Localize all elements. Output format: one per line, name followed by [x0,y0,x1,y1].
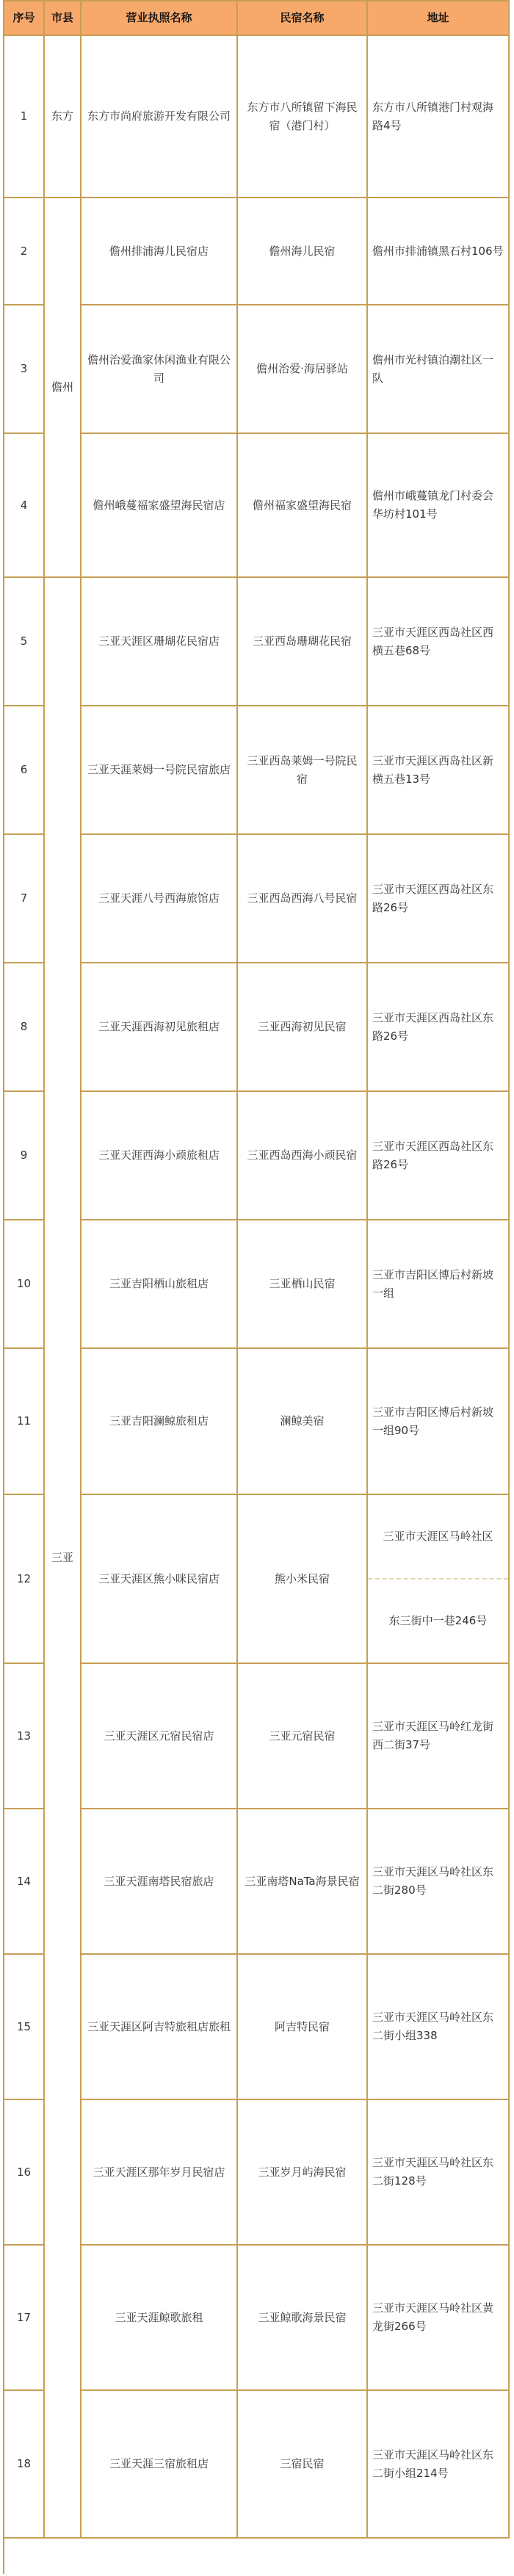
homestay-name-cell: 三亚西岛西海小顽民宿 [238,1092,368,1220]
address-cell: 三亚市天涯区西岛社区新横五巷13号 [368,706,510,835]
region-cell: 儋州 [45,198,82,578]
homestay-name-cell: 三宿民宿 [238,2391,368,2539]
hotel-list-table [3,0,510,2574]
address-cell: 儋州市光村镇泊潮社区一队 [368,305,510,434]
license-name-cell: 三亚天涯南塔民宿旅店 [82,1809,238,1955]
homestay-name-cell: 三亚南塔NaTa海景民宿 [238,1809,368,1955]
row-number: 3 [4,305,45,434]
row-number: 11 [4,1349,45,1495]
row-number: 7 [4,835,45,963]
license-name-cell: 三亚吉阳栖山旅租店 [82,1220,238,1349]
header-license-name: 营业执照名称 [82,1,238,36]
header-index: 序号 [4,1,45,36]
homestay-name-cell: 三亚元宿民宿 [238,1664,368,1809]
row-number: 12 [4,1495,45,1664]
license-name-cell: 三亚天涯莱姆一号院民宿旅店 [82,706,238,835]
license-name-cell: 三亚天涯区阿吉特旅租店旅租 [82,1955,238,2100]
address-line-2: 东三街中一巷246号 [388,1614,488,1628]
row-number: 5 [4,578,45,706]
license-name-cell: 三亚天涯鲸歌旅租 [82,2246,238,2391]
address-cell [368,1495,510,1664]
homestay-name-cell: 三亚西海初见民宿 [238,963,368,1092]
row-number: 17 [4,2246,45,2391]
row-number: 14 [4,1809,45,1955]
address-cell: 三亚市天涯区马岭社区东二街小组338 [368,1955,510,2100]
license-name-cell: 三亚天涯区熊小咪民宿店 [82,1495,238,1664]
license-name-cell: 三亚天涯西海初见旅租店 [82,963,238,1092]
homestay-name-cell: 三亚西岛珊瑚花民宿 [238,578,368,706]
row-number: 10 [4,1220,45,1349]
row-number: 13 [4,1664,45,1809]
row-number: 2 [4,198,45,305]
row-number: 9 [4,1092,45,1220]
homestay-name-cell: 三亚岁月屿海民宿 [238,2100,368,2246]
homestay-name-cell: 儋州治爱·海居驿站 [238,305,368,434]
header-address: 地址 [368,1,510,36]
homestay-name-cell: 澜鲸美宿 [238,1349,368,1495]
address-cell: 三亚市天涯区马岭社区黄龙街266号 [368,2246,510,2391]
address-cell: 儋州市排浦镇黑石村106号 [368,198,510,305]
address-cell: 三亚市天涯区马岭社区东二街280号 [368,1809,510,1955]
row-number: 15 [4,1955,45,2100]
row-number: 4 [4,434,45,578]
license-name-cell: 三亚天涯区元宿民宿店 [82,1664,238,1809]
homestay-name-cell: 三亚西岛西海八号民宿 [238,835,368,963]
row-number: 8 [4,963,45,1092]
row-number: 1 [4,36,45,198]
row-number: 6 [4,706,45,835]
homestay-name-cell: 三亚西岛莱姆一号院民宿 [238,706,368,835]
header-homestay-name: 民宿名称 [238,1,368,36]
address-cell: 东方市八所镇港门村观海路4号 [368,36,510,198]
homestay-name-cell: 儋州福家盛望海民宿 [238,434,368,578]
address-cell: 三亚市天涯区西岛社区东路26号 [368,1092,510,1220]
homestay-name-cell: 三亚栖山民宿 [238,1220,368,1349]
license-name-cell: 三亚吉阳澜鲸旅租店 [82,1349,238,1495]
address-cell: 三亚市吉阳区博后村新坡一组 [368,1220,510,1349]
homestay-name-cell: 阿吉特民宿 [238,1955,368,2100]
address-cell: 三亚市天涯区马岭红龙街西二街37号 [368,1664,510,1809]
row-number: 16 [4,2100,45,2246]
license-name-cell: 三亚天涯西海小顽旅租店 [82,1092,238,1220]
homestay-name-cell: 儋州海儿民宿 [238,198,368,305]
license-name-cell: 儋州排浦海儿民宿店 [82,198,238,305]
address-cell: 三亚市天涯区西岛社区东路26号 [368,963,510,1092]
homestay-name-cell: 熊小米民宿 [238,1495,368,1664]
license-name-cell: 三亚天涯区那年岁月民宿店 [82,2100,238,2246]
license-name-cell: 三亚天涯八号西海旅馆店 [82,835,238,963]
address-line-1: 三亚市天涯区马岭社区 [368,1495,508,1580]
license-name-cell: 儋州治爱渔家休闲渔业有限公司 [82,305,238,434]
region-cell: 东方 [45,36,82,198]
region-cell: 三亚 [45,578,82,2539]
license-name-cell: 三亚天涯区珊瑚花民宿店 [82,578,238,706]
header-county: 市县 [45,1,82,36]
license-name-cell: 三亚天涯三宿旅租店 [82,2391,238,2539]
address-cell: 三亚市天涯区西岛社区东路26号 [368,835,510,963]
address-cell: 三亚市天涯区马岭社区东二街小组214号 [368,2391,510,2539]
license-name-cell: 东方市尚府旅游开发有限公司 [82,36,238,198]
homestay-name-cell: 东方市八所镇留下海民宿（港门村） [238,36,368,198]
address-cell: 三亚市天涯区西岛社区西横五巷68号 [368,578,510,706]
homestay-name-cell: 三亚鲸歌海景民宿 [238,2246,368,2391]
row-number: 18 [4,2391,45,2539]
address-cell: 三亚市吉阳区博后村新坡一组90号 [368,1349,510,1495]
license-name-cell: 儋州峨蔓福家盛望海民宿店 [82,434,238,578]
address-cell: 儋州市峨蔓镇龙门村委会华坊村101号 [368,434,510,578]
address-cell: 三亚市天涯区马岭社区东二街128号 [368,2100,510,2246]
